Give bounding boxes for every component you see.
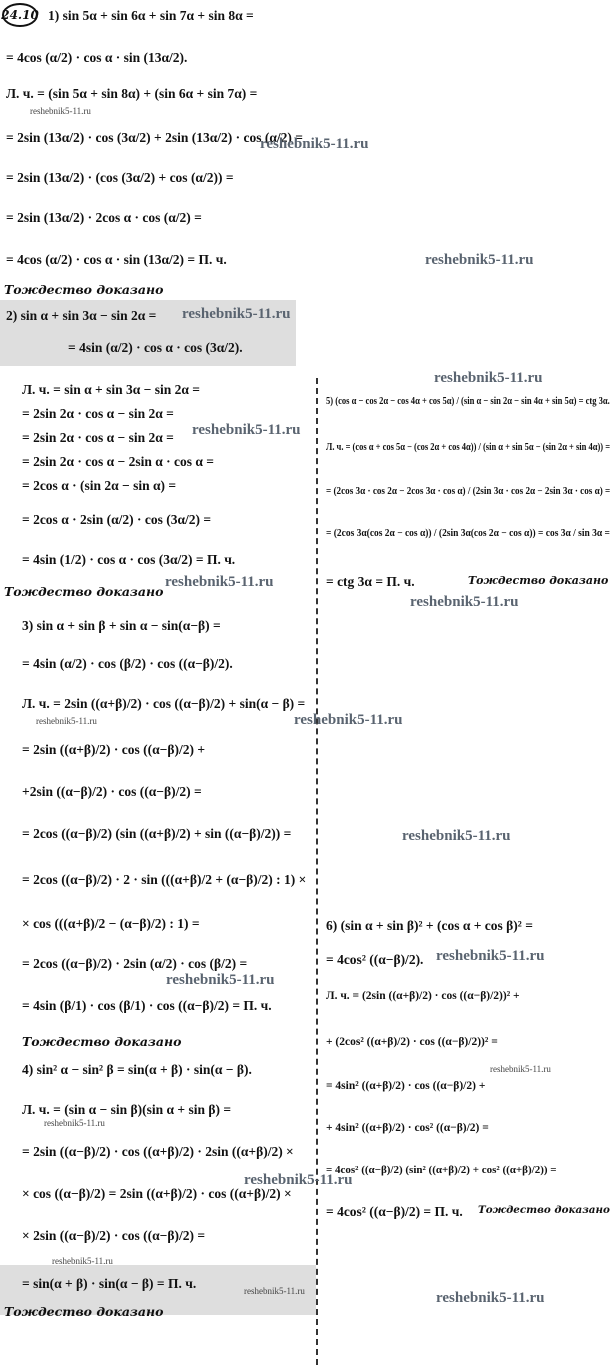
part2-line-6: = 2sin 2α · cos α − 2sin α · cos α = bbox=[22, 454, 214, 469]
watermark: reshebnik5-11.ru bbox=[436, 1290, 545, 1306]
part6-line-5: = 4sin² ((α+β)/2) · cos ((α−β)/2) + bbox=[326, 1080, 486, 1092]
part3-line-4: = 2sin ((α+β)/2) · cos ((α−β)/2) + bbox=[22, 742, 206, 757]
part1-line-3: Л. ч. = (sin 5α + sin 8α) + (sin 6α + sin 7α) = bbox=[6, 86, 258, 101]
part5-line-3: = (2cos 3α · cos 2α − 2cos 3α · cos α) / (2sin 3α · cos 2α − 2sin 3α · cos α) = bbox=[326, 486, 611, 497]
part5-line-4: = (2cos 3α(cos 2α − cos α)) / (2sin 3α(cos 2α − cos α)) = cos 3α / sin 3α = bbox=[326, 528, 610, 539]
part1-line-4: = 2sin (13α/2) · cos (3α/2) + 2sin (13α/2) · cos (α/2) = bbox=[6, 130, 303, 145]
column-divider bbox=[316, 378, 318, 1365]
part6-line-2: = 4cos² ((α−β)/2). bbox=[326, 952, 424, 967]
part2-line-4: = 2sin 2α · cos α − sin 2α = bbox=[22, 406, 174, 421]
watermark: reshebnik5-11.ru bbox=[410, 594, 519, 610]
part6-line-1: 6) (sin α + sin β)² + (cos α + cos β)² = bbox=[326, 918, 533, 933]
part4-conclusion: Тождество доказано bbox=[4, 1304, 164, 1319]
part3-line-10: = 4sin (β/1) · cos (β/1) · cos ((α−β)/2) = П. ч. bbox=[22, 998, 272, 1013]
part4-line-4: × cos ((α−β)/2) = 2sin ((α+β)/2) · cos ((α+β)/2) × bbox=[22, 1186, 292, 1201]
watermark-small: reshebnik5-11.ru bbox=[490, 1064, 551, 1074]
part4-line-5: × 2sin ((α−β)/2) · cos ((α−β)/2) = bbox=[22, 1228, 206, 1243]
part2-line-1: 2) sin α + sin 3α − sin 2α = bbox=[6, 308, 157, 323]
part4-line-3: = 2sin ((α−β)/2) · cos ((α+β)/2) · 2sin ((α+β)/2) × bbox=[22, 1144, 294, 1159]
part1-line-2: = 4cos (α/2) · cos α · sin (13α/2). bbox=[6, 50, 188, 65]
part6-conclusion: Тождество доказано bbox=[478, 1204, 610, 1216]
part4-line-2: Л. ч. = (sin α − sin β)(sin α + sin β) = bbox=[22, 1102, 232, 1117]
part3-line-5: +2sin ((α−β)/2) · cos ((α−β)/2) = bbox=[22, 784, 202, 799]
part1-line-1: 1) sin 5α + sin 6α + sin 7α + sin 8α = bbox=[48, 8, 254, 23]
part5-conclusion: Тождество доказано bbox=[468, 574, 609, 587]
part1-line-6: = 2sin (13α/2) · 2cos α · cos (α/2) = bbox=[6, 210, 202, 225]
watermark: reshebnik5-11.ru bbox=[192, 422, 301, 438]
part3-line-7: = 2cos ((α−β)/2) · 2 · sin (((α+β)/2 + (α−β)/2) : 1) × bbox=[22, 872, 307, 887]
part1-line-5: = 2sin (13α/2) · (cos (3α/2) + cos (α/2)) = bbox=[6, 170, 234, 185]
watermark-small: reshebnik5-11.ru bbox=[52, 1256, 113, 1266]
watermark: reshebnik5-11.ru bbox=[402, 828, 511, 844]
watermark-small: reshebnik5-11.ru bbox=[30, 106, 91, 116]
part5-line-5: = ctg 3α = П. ч. bbox=[326, 574, 415, 589]
part3-conclusion: Тождество доказано bbox=[22, 1034, 182, 1049]
watermark: reshebnik5-11.ru bbox=[260, 136, 369, 152]
part1-line-7: = 4cos (α/2) · cos α · sin (13α/2) = П. ч. bbox=[6, 252, 227, 267]
part6-line-3: Л. ч. = (2sin ((α+β)/2) · cos ((α−β)/2))² + bbox=[326, 990, 520, 1002]
watermark: reshebnik5-11.ru bbox=[425, 252, 534, 268]
watermark: reshebnik5-11.ru bbox=[434, 370, 543, 386]
watermark-small: reshebnik5-11.ru bbox=[44, 1118, 105, 1128]
watermark: reshebnik5-11.ru bbox=[244, 1172, 353, 1188]
part4-line-6: = sin(α + β) · sin(α − β) = П. ч. bbox=[22, 1276, 197, 1291]
part4-line-1: 4) sin² α − sin² β = sin(α + β) · sin(α − β). bbox=[22, 1062, 252, 1077]
part2-line-2: = 4sin (α/2) · cos α · cos (3α/2). bbox=[68, 340, 243, 355]
part2-conclusion: Тождество доказано bbox=[4, 584, 164, 599]
part2-line-9: = 4sin (1/2) · cos α · cos (3α/2) = П. ч. bbox=[22, 552, 236, 567]
part6-line-8: = 4cos² ((α−β)/2) = П. ч. bbox=[326, 1204, 463, 1219]
watermark: reshebnik5-11.ru bbox=[166, 972, 275, 988]
watermark-small: reshebnik5-11.ru bbox=[244, 1286, 305, 1296]
part1-conclusion: Тождество доказано bbox=[4, 282, 164, 297]
part3-line-3: Л. ч. = 2sin ((α+β)/2) · cos ((α−β)/2) + sin(α − β) = bbox=[22, 696, 306, 711]
problem-number-badge: 24.10 bbox=[2, 3, 38, 27]
part2-line-7: = 2cos α · (sin 2α − sin α) = bbox=[22, 478, 177, 493]
part3-line-8: × cos (((α+β)/2 − (α−β)/2) : 1) = bbox=[22, 916, 200, 931]
part3-line-1: 3) sin α + sin β + sin α − sin(α−β) = bbox=[22, 618, 221, 633]
part6-line-6: + 4sin² ((α+β)/2) · cos² ((α−β)/2) = bbox=[326, 1122, 489, 1134]
part6-line-4: + (2cos² ((α+β)/2) · cos ((α−β)/2))² = bbox=[326, 1036, 498, 1048]
watermark: reshebnik5-11.ru bbox=[165, 574, 274, 590]
part2-line-3: Л. ч. = sin α + sin 3α − sin 2α = bbox=[22, 382, 200, 397]
part3-line-9: = 2cos ((α−β)/2) · 2sin (α/2) · cos (β/2) = bbox=[22, 956, 248, 971]
watermark: reshebnik5-11.ru bbox=[182, 306, 291, 322]
part5-line-1: 5) (cos α − cos 2α − cos 4α + cos 5α) / (sin α − sin 2α − sin 4α + sin 5α) = ctg 3α. bbox=[326, 396, 610, 407]
watermark: reshebnik5-11.ru bbox=[294, 712, 403, 728]
part2-line-5: = 2sin 2α · cos α − sin 2α = bbox=[22, 430, 174, 445]
part3-line-2: = 4sin (α/2) · cos (β/2) · cos ((α−β)/2). bbox=[22, 656, 233, 671]
part6-line-7: = 4cos² ((α−β)/2) (sin² ((α+β)/2) + cos² ((α+β)/2)) = bbox=[326, 1164, 557, 1176]
part2-line-8: = 2cos α · 2sin (α/2) · cos (3α/2) = bbox=[22, 512, 212, 527]
part3-line-6: = 2cos ((α−β)/2) (sin ((α+β)/2) + sin ((α−β)/2)) = bbox=[22, 826, 292, 841]
watermark-small: reshebnik5-11.ru bbox=[36, 716, 97, 726]
watermark: reshebnik5-11.ru bbox=[436, 948, 545, 964]
part5-line-2: Л. ч. = (cos α + cos 5α − (cos 2α + cos 4α)) / (sin α + sin 5α − (sin 2α + sin 4α)) = bbox=[326, 442, 611, 453]
